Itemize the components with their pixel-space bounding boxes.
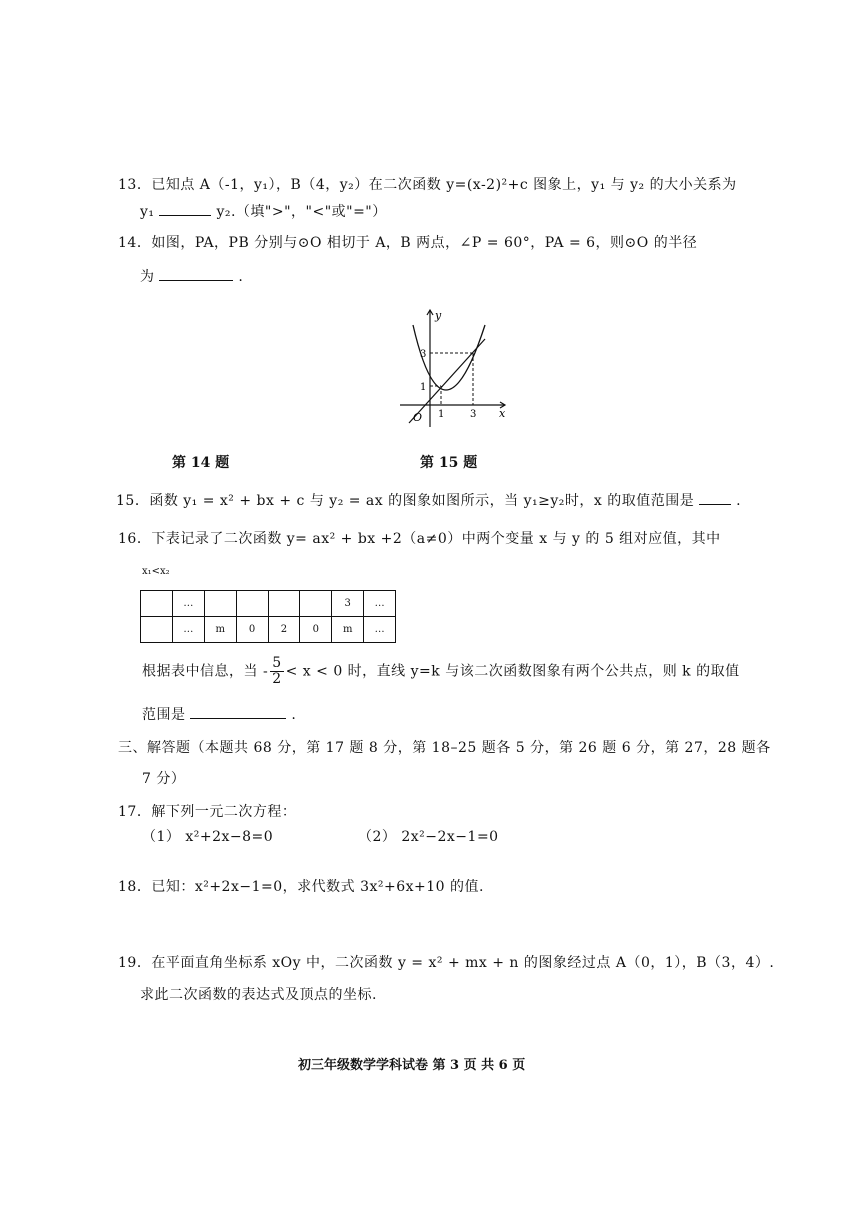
table-cell bbox=[204, 591, 236, 617]
tick-x1: 1 bbox=[438, 409, 445, 420]
section-3-header: 三、解答题（本题共 68 分，第 17 题 8 分，第 18–25 题各 5 分，第 26 题 6 分，第 27，28 题各 bbox=[118, 740, 771, 756]
q15-answer-blank[interactable] bbox=[699, 490, 731, 505]
origin-label: O bbox=[413, 411, 423, 424]
q16-line3-a: 根据表中信息，当 - bbox=[142, 663, 269, 680]
q13-line1: 13．已知点 A（-1，y₁），B（4，y₂）在二次函数 y=(x-2)²+c 图象上，y₁ 与 y₂ 的大小关系为 bbox=[118, 177, 737, 193]
q16-value-table bbox=[140, 590, 396, 643]
page-footer: 初三年级数学学科试卷 第 3 页 共 6 页 bbox=[298, 1058, 526, 1073]
q19-line2: 求此二次函数的表达式及顶点的坐标. bbox=[140, 987, 377, 1003]
q14-answer-blank[interactable] bbox=[159, 266, 233, 281]
table-cell: 0 bbox=[236, 617, 268, 643]
table-row bbox=[141, 591, 396, 617]
table-cell bbox=[300, 591, 332, 617]
table-cell bbox=[141, 591, 173, 617]
table-cell bbox=[236, 591, 268, 617]
q15-text: 15．函数 y₁ = x² + bx + c 与 y₂ = ax 的图象如图所示，当 y₁≥y₂时，x 的取值范围是 bbox=[116, 493, 695, 509]
q13-line2 bbox=[140, 201, 387, 221]
q13-suffix: y₂.（填">"，"<"或"="） bbox=[216, 204, 387, 220]
q13-answer-blank[interactable] bbox=[159, 201, 211, 216]
q17-part1: （1） x²+2x−8=0 bbox=[142, 829, 274, 845]
q16-line3 bbox=[142, 656, 740, 687]
table-row bbox=[141, 617, 396, 643]
q16-line3-b: < x < 0 时，直线 y=k 与该二次函数图象有两个公共点，则 k 的取值 bbox=[285, 663, 740, 680]
table-cell bbox=[141, 617, 173, 643]
table-cell: m bbox=[204, 617, 236, 643]
caption-figure-15: 第 15 题 bbox=[420, 455, 478, 471]
y-axis-label: y bbox=[435, 309, 442, 322]
figure-15-graph bbox=[395, 305, 510, 430]
fraction-numerator: 5 bbox=[272, 655, 282, 671]
q14-prefix: 为 bbox=[140, 269, 155, 285]
q16-line4 bbox=[142, 704, 296, 724]
tick-y3: 3 bbox=[420, 349, 427, 360]
q16-line4-prefix: 范围是 bbox=[142, 707, 186, 723]
table-cell: … bbox=[172, 591, 204, 617]
q14-line1: 14．如图，PA，PB 分别与⊙O 相切于 A，B 两点，∠P = 60°，PA = 6，则⊙O 的半径 bbox=[118, 235, 698, 251]
table-cell: 2 bbox=[268, 617, 300, 643]
q16-line2: x₁<x₂ bbox=[142, 566, 170, 577]
q15-suffix: . bbox=[736, 493, 742, 509]
q16-answer-blank[interactable] bbox=[190, 704, 286, 719]
table-cell: m bbox=[332, 617, 364, 643]
q19-line1: 19．在平面直角坐标系 xOy 中，二次函数 y = x² + mx + n 的图象经过点 A（0，1），B（3，4）. bbox=[118, 955, 775, 971]
caption-figure-14: 第 14 题 bbox=[172, 455, 230, 471]
q14-suffix: . bbox=[238, 269, 244, 285]
x-axis-label: x bbox=[499, 407, 506, 420]
q18-text: 18．已知：x²+2x−1=0，求代数式 3x²+6x+10 的值. bbox=[118, 879, 484, 895]
q15-line bbox=[116, 490, 741, 510]
table-cell bbox=[268, 591, 300, 617]
table-cell: 0 bbox=[300, 617, 332, 643]
q16-line1: 16．下表记录了二次函数 y= ax² + bx +2（a≠0）中两个变量 x 与 y 的 5 组对应值，其中 bbox=[118, 531, 721, 547]
fraction-denominator: 2 bbox=[272, 671, 282, 687]
table-cell: … bbox=[364, 591, 396, 617]
tick-y1: 1 bbox=[420, 382, 427, 393]
q16-fraction bbox=[270, 656, 283, 687]
q17-title: 17．解下列一元二次方程： bbox=[118, 804, 297, 820]
table-cell: … bbox=[364, 617, 396, 643]
table-cell: 3 bbox=[332, 591, 364, 617]
section-3-header-line2: 7 分） bbox=[142, 771, 186, 787]
q14-line2 bbox=[140, 266, 243, 286]
q17-part2: （2） 2x²−2x−1=0 bbox=[358, 829, 499, 845]
tick-x3: 3 bbox=[470, 409, 477, 420]
q13-prefix: y₁ bbox=[140, 204, 155, 220]
table-cell: … bbox=[172, 617, 204, 643]
q16-line4-suffix: . bbox=[291, 707, 297, 723]
